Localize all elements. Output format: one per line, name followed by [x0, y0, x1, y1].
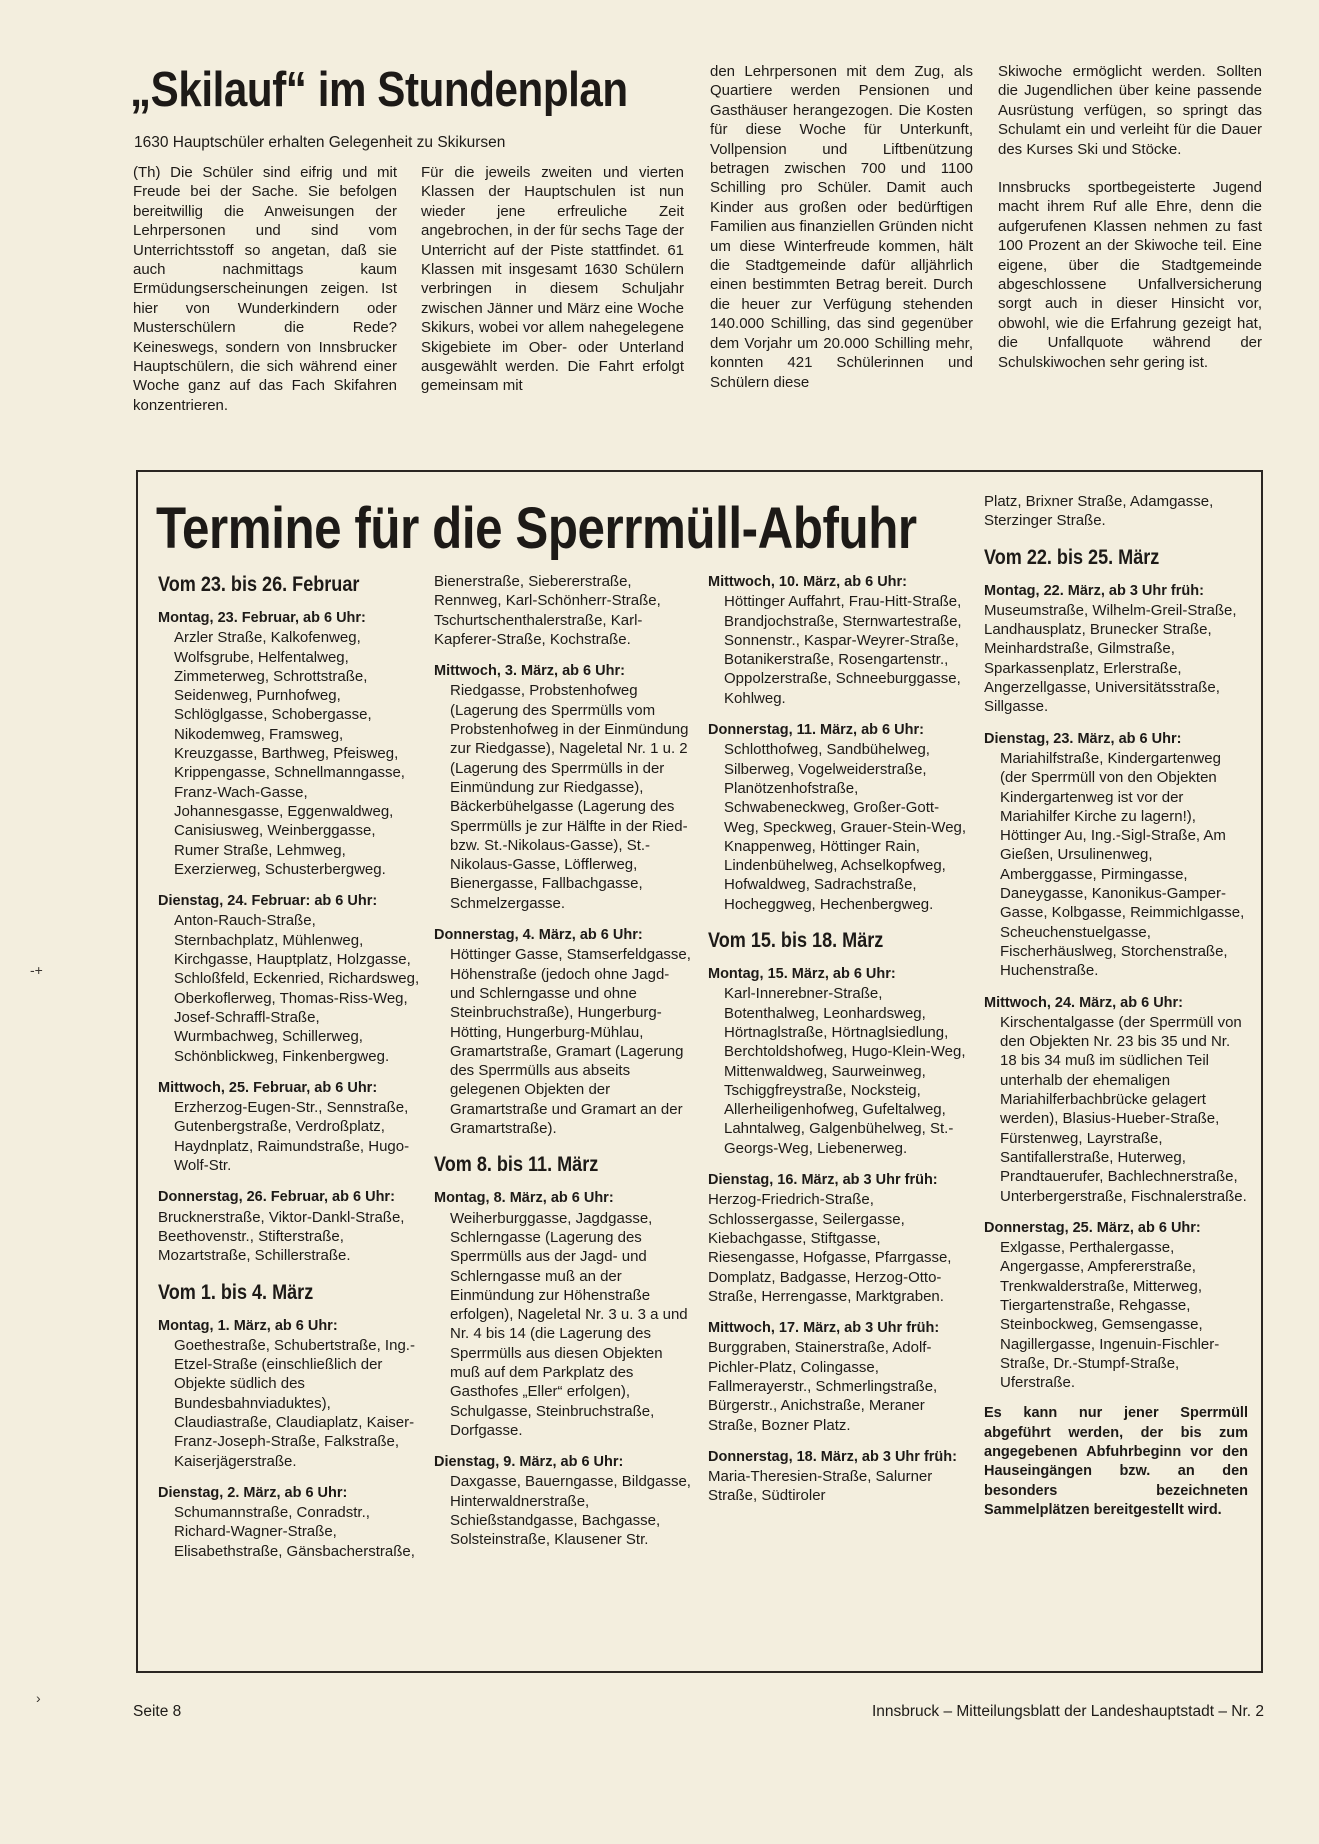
- entry-streets: Riedgasse, Probstenhofweg (Lagerung des Sperrmülls vom Probstenhofweg in der Einmündung zur Riedgasse), Nageletal Nr. 1 u. 2 (Lagerung des Sperrmülls in der Einmündung zur Riedgasse), Bäckerbühelgasse (Lagerung des Sperrmülls je zur Hälfte in der Ried- bzw. St.-Nikolaus-Gasse), St.-Nikolaus-Gasse, Löfflerweg, Bienergasse, Fallbachgasse, Schmelzergasse.: [450, 682, 689, 912]
- entry-day: Montag, 8. März, ab 6 Uhr:: [434, 1190, 614, 1207]
- entry-streets: Weiherburggasse, Jagdgasse, Schlerngasse (Lagerung des Sperrmülls aus der Jagd- und Schlerngasse muß an der Einmündung zur Höhenstraße erfolgen), Nageletal Nr. 3 u. 3 a und Nr. 4 bis 14 (die Lagerung des Sperrmülls aus diesen Objekten muß auf dem Parkplatz des Gasthofes „Eller“ erfolgen), Schulgasse, Steinbruchstraße, Dorfgasse.: [450, 1209, 688, 1439]
- schedule-entry: [708, 1318, 973, 1435]
- article-paragraph: Innsbrucks sportbegeisterte Jugend macht ihrem Ruf alle Ehre, denn die aufgerufenen Klassen nehmen zu fast 100 Prozent an der Skiwoche teil. Eine eigene, über die Stadtgemeinde abgeschlossene Unfallversicherung sorgt auch in dieser Hinsicht vor, obwohl, wie die Erfahrung gezeigt hat, die Unfallquote während der Schulskiwochen sehr gering ist.: [998, 179, 1262, 371]
- entry-day: Donnerstag, 11. März, ab 6 Uhr:: [708, 722, 924, 739]
- entry-day: Mittwoch, 10. März, ab 6 Uhr:: [708, 574, 907, 590]
- entry-streets: Kirschentalgasse (der Sperrmüll von den Objekten Nr. 23 bis 35 und Nr. 18 bis 34 muß im südlichen Teil unterhalb der ehemaligen Mariahilferbachbrücke gelagert werden), Blasius-Hueber-Straße, Fürstenweg, Layrstraße, Santifallerstraße, Huterweg, Prandtauerufer, Bachlechnerstraße, Unterbergerstraße, Fischnalerstraße.: [1000, 1013, 1247, 1205]
- schedule-entry: [158, 1078, 420, 1175]
- period-heading: Vom 23. bis 26. Februar: [158, 573, 360, 596]
- schedule-column-1: [158, 572, 420, 1573]
- page-number: Seite 8: [133, 1703, 182, 1720]
- schedule-entry: [158, 1187, 420, 1265]
- schedule-entry: [434, 1452, 696, 1549]
- entry-streets: Platz, Brixner Straße, Adamgasse, Sterzinger Straße.: [984, 493, 1214, 530]
- schedule-entry: [434, 925, 696, 1138]
- entry-streets: Brucknerstraße, Viktor-Dankl-Straße, Beethovenstr., Stifterstraße, Mozartstraße, Schillerstraße.: [158, 1208, 405, 1265]
- period-heading: Vom 15. bis 18. März: [708, 929, 884, 953]
- entry-streets: Goethestraße, Schubertstraße, Ing.-Etzel-Straße (einschließlich der Objekte südlich des Bundesbahnviaduktes), Claudiastraße, Claudiaplatz, Kaiser-Franz-Joseph-Straße, Falkstraße, Kaiserjägerstraße.: [174, 1336, 415, 1470]
- schedule-column-4: [984, 492, 1248, 1520]
- entry-day: Dienstag, 24. Februar: ab 6 Uhr:: [158, 893, 378, 910]
- entry-day: Montag, 22. März, ab 3 Uhr früh:: [984, 582, 1204, 599]
- article-column-2: [421, 163, 684, 396]
- entry-day: Mittwoch, 17. März, ab 3 Uhr früh:: [708, 1320, 940, 1337]
- period-heading: Vom 22. bis 25. März: [984, 545, 1160, 569]
- entry-streets: Bienerstraße, Siebererstraße, Rennweg, Karl-Schönherr-Straße, Tschurtschenthalerstraße, Karl-Kapferer-Straße, Kochstraße.: [434, 573, 661, 648]
- margin-mark: ›: [36, 1690, 41, 1706]
- entry-day: Mittwoch, 25. Februar, ab 6 Uhr:: [158, 1079, 378, 1096]
- entry-day: Donnerstag, 4. März, ab 6 Uhr:: [434, 927, 643, 944]
- schedule-entry: [158, 608, 420, 879]
- entry-streets: Mariahilfstraße, Kindergartenweg (der Sperrmüll von den Objekten Kindergartenweg ist vor der Mariahilfer Kirche zu lagern!), Höttinger Au, Ing.-Sigl-Straße, Am Gießen, Ursulinenweg, Amberggasse, Pirmingasse, Daneygasse, Kanonikus-Gamper-Gasse, Kolbgasse, Reimmichlgasse, Scheuchenstuelgasse, Fischerhäuslweg, Storchenstraße, Huchenstraße.: [1000, 749, 1245, 980]
- entry-day: Mittwoch, 24. März, ab 6 Uhr:: [984, 994, 1183, 1011]
- article-paragraph: den Lehrpersonen mit dem Zug, als Quartiere werden Pensionen und Gasthäuser herangezogen. Die Kosten für diese Woche für Unterkunft, Vollpension und Liftbenützung betragen zwischen 700 und 1100 Schilling pro Schüler. Damit auch Kinder aus großen oder bedürftigen Familien aus finanziellen Gründen nicht um diese Winterfreude kommen, hält die Stadtgemeinde dafür alljährlich einen bestimmten Betrag bereit. Durch die heuer zur Verfügung stehenden 140.000 Schilling, das sind gegenüber dem Vorjahr um 20.000 Schilling mehr, konnten 421 Schülerinnen und Schülern diese: [710, 63, 973, 391]
- schedule-entry: [434, 1188, 696, 1440]
- schedule-entry: [984, 492, 1248, 531]
- schedule-entry: [158, 1483, 420, 1561]
- entry-streets: Erzherzog-Eugen-Str., Sennstraße, Gutenbergstraße, Verdroßplatz, Haydnplatz, Raimundstraße, Hugo-Wolf-Str.: [174, 1099, 410, 1175]
- article-column-4: [998, 62, 1262, 372]
- schedule-entry: [158, 1316, 420, 1471]
- entry-streets: Höttinger Gasse, Stamserfeldgasse, Höhenstraße (jedoch ohne Jagd- und Schlerngasse und ohne Steinbruchstraße), Hungerburg-Hötting, Hungerburg-Mühlau, Gramartstraße, Gramart (Lagerung des Sperrmülls aus abseits gelegenen Objekten der Gramartstraße und Gramart an der Gramartstraße).: [450, 946, 691, 1138]
- period-heading: Vom 1. bis 4. März: [158, 1280, 314, 1304]
- schedule-column-3: [708, 572, 973, 1518]
- schedule-entry: [984, 993, 1248, 1206]
- schedule-entry: [984, 581, 1248, 717]
- entry-day: Dienstag, 23. März, ab 6 Uhr:: [984, 730, 1182, 747]
- entry-day: Dienstag, 2. März, ab 6 Uhr:: [158, 1484, 348, 1501]
- schedule-entry: [158, 891, 420, 1066]
- schedule-entry: [708, 1447, 973, 1506]
- entry-streets: Museumstraße, Wilhelm-Greil-Straße, Landhausplatz, Brunecker Straße, Meinhardstraße, Gilmstraße, Sparkassenplatz, Erlerstraße, Angerzellgasse, Universitätsstraße, Sillgasse.: [984, 601, 1237, 716]
- entry-streets: Höttinger Auffahrt, Frau-Hitt-Straße, Brandjochstraße, Sternwartestraße, Sonnenstr., Kaspar-Weyrer-Straße, Botanikerstraße, Rosengartenstr., Oppolzerstraße, Schneeburggasse, Kohlweg.: [724, 593, 962, 707]
- margin-mark: -+: [30, 962, 43, 978]
- entry-streets: Exlgasse, Perthalergasse, Angergasse, Ampfererstraße, Trenkwalderstraße, Mitterweg, Tiergartenstraße, Rehgasse, Steinbockweg, Gemsengasse, Nagillergasse, Ingenuin-Fischler-Straße, Dr.-Stumpf-Straße, Uferstraße.: [1000, 1239, 1220, 1392]
- entry-day: Mittwoch, 3. März, ab 6 Uhr:: [434, 663, 625, 680]
- entry-streets: Schumannstraße, Conradstr., Richard-Wagner-Straße, Elisabethstraße, Gänsbacherstraße,: [174, 1504, 415, 1560]
- article-title: „Skilauf“ im Stundenplan: [130, 63, 628, 117]
- schedule-entry: [708, 964, 973, 1158]
- entry-day: Donnerstag, 18. März, ab 3 Uhr früh:: [708, 1448, 957, 1465]
- schedule-entry: [434, 572, 696, 649]
- article-column-1: [133, 163, 397, 415]
- entry-day: Montag, 1. März, ab 6 Uhr:: [158, 1317, 338, 1334]
- entry-streets: Schlotthofweg, Sandbühelweg, Silberweg, Vogelweiderstraße, Planötzenhofstraße, Schwabeneckweg, Großer-Gott-Weg, Speckweg, Grauer-Stein-Weg, Knappenweg, Höttinger Rain, Lindenbühelweg, Achselkopfweg, Hofwaldweg, Sadrachstraße, Hocheggweg, Hechenbergweg.: [724, 741, 967, 913]
- schedule-entry: [708, 720, 973, 914]
- article-paragraph: (Th) Die Schüler sind eifrig und mit Freude bei der Sache. Sie befolgen bereitwillig die Anweisungen der Lehrpersonen und sind vom Unterrichtsstoff so angetan, daß sie auch nachmittags kaum Ermüdungserscheinungen zeigen. Ist hier von Wunderkindern oder Musterschülern die Rede? Keineswegs, sondern von Innsbrucker Hauptschülern, die sich während einer Woche ganz auf das Fach Skifahren konzentrieren.: [133, 164, 397, 414]
- entry-day: Donnerstag, 25. März, ab 6 Uhr:: [984, 1219, 1201, 1236]
- entry-streets: Herzog-Friedrich-Straße, Schlossergasse, Seilergasse, Kiebachgasse, Stiftgasse, Riesengasse, Hofgasse, Pfarrgasse, Domplatz, Badgasse, Herzog-Otto-Straße, Herrengasse, Marktgraben.: [708, 1191, 952, 1305]
- article-subtitle: 1630 Hauptschüler erhalten Gelegenheit zu Skikursen: [134, 134, 506, 151]
- article-paragraph: Skiwoche ermöglicht werden. Sollten die Jugendlichen über keine passende Ausrüstung verfügen, so springt das Schulamt ein und verleiht für die Dauer des Kurses Ski und Stöcke.: [998, 63, 1262, 158]
- entry-day: Dienstag, 16. März, ab 3 Uhr früh:: [708, 1172, 938, 1189]
- entry-streets: Daxgasse, Bauerngasse, Bildgasse, Hinterwaldnerstraße, Schießstandgasse, Bachgasse, Solsteinstraße, Klausener Str.: [450, 1473, 691, 1549]
- schedule-entry: [984, 1218, 1248, 1393]
- entry-day: Donnerstag, 26. Februar, ab 6 Uhr:: [158, 1189, 395, 1206]
- article-paragraph: Für die jeweils zweiten und vierten Klassen der Hauptschulen ist nun wieder jene erfreuliche Zeit angebrochen, in der für sechs Tage der Unterricht auf der Piste stattfindet. 61 Klassen mit insgesamt 1630 Schülern verbringen in diesem Schuljahr zwischen Jänner und März eine Woche Skikurs, wobei vor allem nahegelegene Skigebiete im Ober- oder Unterland ausgewählt werden. Die Fahrt erfolgt gemeinsam mit: [421, 164, 684, 395]
- schedule-entry: [708, 1170, 973, 1306]
- period-heading: Vom 8. bis 11. März: [434, 1153, 599, 1177]
- schedule-entry: [708, 572, 973, 708]
- entry-day: Montag, 23. Februar, ab 6 Uhr:: [158, 610, 366, 626]
- entry-day: Dienstag, 9. März, ab 6 Uhr:: [434, 1454, 624, 1471]
- schedule-column-2: [434, 572, 696, 1562]
- publication-line: Innsbruck – Mitteilungsblatt der Landeshauptstadt – Nr. 2: [871, 1703, 1264, 1720]
- entry-streets: Karl-Innerebner-Straße, Botenthalweg, Leonhardsweg, Hörtnaglstraße, Hörtnaglsiedlung, Berchtoldshofweg, Hugo-Klein-Weg, Mittenwaldweg, Saurweinweg, Tschiggfreystraße, Nocksteig, Allerheiligenhofweg, Gufeltalweg, Lahntalweg, Galgenbühelweg, St.-Georgs-Weg, Liebenerweg.: [724, 985, 966, 1157]
- entry-streets: Arzler Straße, Kalkofenweg, Wolfsgrube, Helfentalweg, Zimmeterweg, Schrottstraße, Seidenweg, Purnhofweg, Schlöglgasse, Schobergasse, Nikodemweg, Framsweg, Kreuzgasse, Barthweg, Pfeisweg, Krippengasse, Schnellmanngasse, Franz-Wach-Gasse, Johannesgasse, Eggenwaldweg, Canisiusweg, Weinberggasse, Rumer Straße, Lehmweg, Exerzierweg, Schusterbergweg.: [174, 629, 405, 878]
- entry-streets: Anton-Rauch-Straße, Sternbachplatz, Mühlenweg, Kirchgasse, Hauptplatz, Holzgasse, Schloßfeld, Eckenried, Richardsweg, Oberkoflerweg, Thomas-Riss-Weg, Josef-Schraffl-Straße, Wurmbachweg, Schillerweg, Schönblickweg, Finkenbergweg.: [174, 912, 420, 1065]
- schedule-title: Termine für die Sperrmüll-Abfuhr: [156, 496, 917, 561]
- schedule-entry: [434, 661, 696, 913]
- article-column-3: [710, 62, 973, 392]
- entry-streets: Burggraben, Stainerstraße, Adolf-Pichler-Platz, Colingasse, Fallmerayerstr., Schmerlingstraße, Bürgerstr., Anichstraße, Meraner Straße, Bozner Platz.: [708, 1339, 938, 1434]
- entry-streets: Maria-Theresien-Straße, Salurner Straße, Südtiroler: [708, 1468, 933, 1505]
- schedule-entry: [984, 729, 1248, 981]
- entry-day: Montag, 15. März, ab 6 Uhr:: [708, 966, 896, 983]
- collection-note: Es kann nur jener Sperrmüll abgeführt werden, der bis zum angegebenen Abfuhrbeginn vor den Hauseingängen bzw. an den besonders bezeichneten Sammelplätzen bereitgestellt wird.: [984, 1405, 1248, 1518]
